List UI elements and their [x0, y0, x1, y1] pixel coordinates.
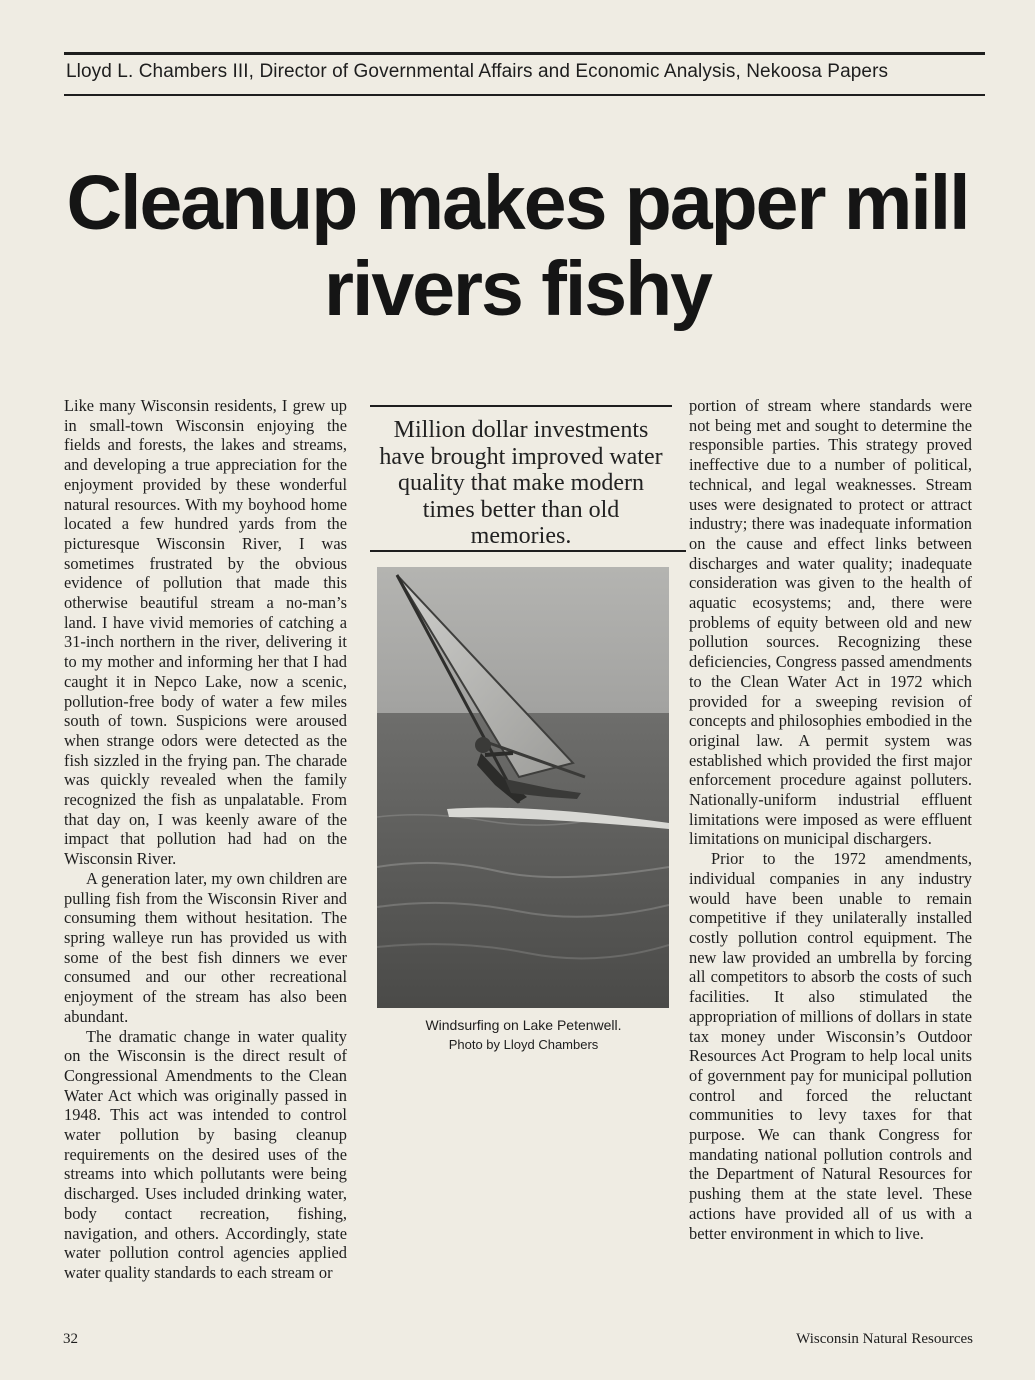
windsurfer-photo	[377, 567, 669, 1008]
windsurfer-illustration	[377, 567, 669, 1008]
publication-name: Wisconsin Natural Resources	[796, 1331, 973, 1347]
paragraph: portion of stream where standards were not being met and sought to determine the responsible parties. This strategy proved ineffective due to a number of political, technical, and legal weaknesses. Stream uses were designated to protect or attract industry; there was inadequate information on the cause and effect links between discharges and water quality; inadequate consideration was given to the health of aquatic ecosystems; and, there were problems of equity between old and new pollution sources. Recognizing these deficiencies, Congress passed amendments to the Clean Water Act in 1972 which provided for a sweeping revision of concepts and philosophies embodied in the original law. A permit system was established which provided the first major enforcement procedure against polluters. Nationally-uniform industrial effluent limitations were imposed as were effluent limitations on municipal dischargers.	[689, 396, 972, 849]
headline-line-1: Cleanup makes paper mill	[66, 160, 969, 246]
byline-rule	[64, 94, 985, 96]
pull-quote-top-rule	[370, 405, 672, 407]
pull-quote: Million dollar investments have brought improved water quality that make modern times better than old memories.	[379, 417, 663, 549]
photo-caption	[376, 1016, 671, 1054]
paragraph: Like many Wisconsin residents, I grew up in small-town Wisconsin enjoying the fields and forests, the lakes and streams, and developing a true appreciation for the enjoyment provided by these wonderful natural resources. With my boyhood home located a few hundred yards from the picturesque Wisconsin River, I was sometimes frustrated by the obvious evidence of pollution that made this otherwise beautiful stream a no-man’s land. I have vivid memories of catching a 31-inch northern in the river, delivering it to my mother and informing her that I had caught it in Nepco Lake, now a scenic, pollution-free body of water a few miles south of town. Suspicions were aroused when strange odors were detected as the fish sizzled in the frying pan. The charade was quickly revealed when the family recognized the fish as unpalatable. From that day on, I was keenly aware of the impact that pollution had had on the Wisconsin River.	[64, 396, 347, 869]
page-number: 32	[63, 1331, 78, 1347]
paragraph: A generation later, my own children are pulling fish from the Wisconsin River and consuming them without hesitation. The spring walleye run has provided us with some of the best fish dinners we ever consumed and our other recreational enjoyment of the stream has also been abundant.	[64, 868, 347, 1026]
paragraph: The dramatic change in water quality on the Wisconsin is the direct result of Congressional Amendments to the Clean Water Act which was originally passed in 1948. This act was intended to control water pollution by basing cleanup requirements on the desired uses of the streams into which pollutants were being discharged. Uses included drinking water, body contact recreation, fishing, navigation, and others. Accordingly, state water pollution control agencies applied water quality standards to each stream or	[64, 1026, 347, 1282]
pull-quote-bottom-rule	[370, 550, 686, 552]
top-rule	[64, 52, 985, 55]
photo-credit: Photo by Lloyd Chambers	[448, 1037, 599, 1052]
headline	[40, 160, 995, 332]
right-column	[689, 396, 972, 1243]
caption-text: Windsurfing on Lake Petenwell.	[425, 1017, 622, 1033]
paragraph: Prior to the 1972 amendments, individual companies in any industry would have been unable to remain competitive if they unilaterally installed costly pollution control equipment. The new law provided an umbrella by forcing all competitors to absorb the costs of such facilities. It also stimulated the appropriation of millions of dollars in state tax money under Wisconsin’s Outdoor Resources Act Program to help local units of government pay for municipal pollution control and forced the reluctant communities to levy taxes for that purpose. We can thank Congress for mandating national pollution controls and the Department of Natural Resources for pushing them at the state level. These actions have provided all of us with a better environment in which to live.	[689, 849, 972, 1243]
left-column	[64, 396, 347, 1283]
byline: Lloyd L. Chambers III, Director of Governmental Affairs and Economic Analysis, Nekoosa Papers	[66, 61, 889, 82]
headline-line-2: rivers fishy	[324, 246, 711, 332]
